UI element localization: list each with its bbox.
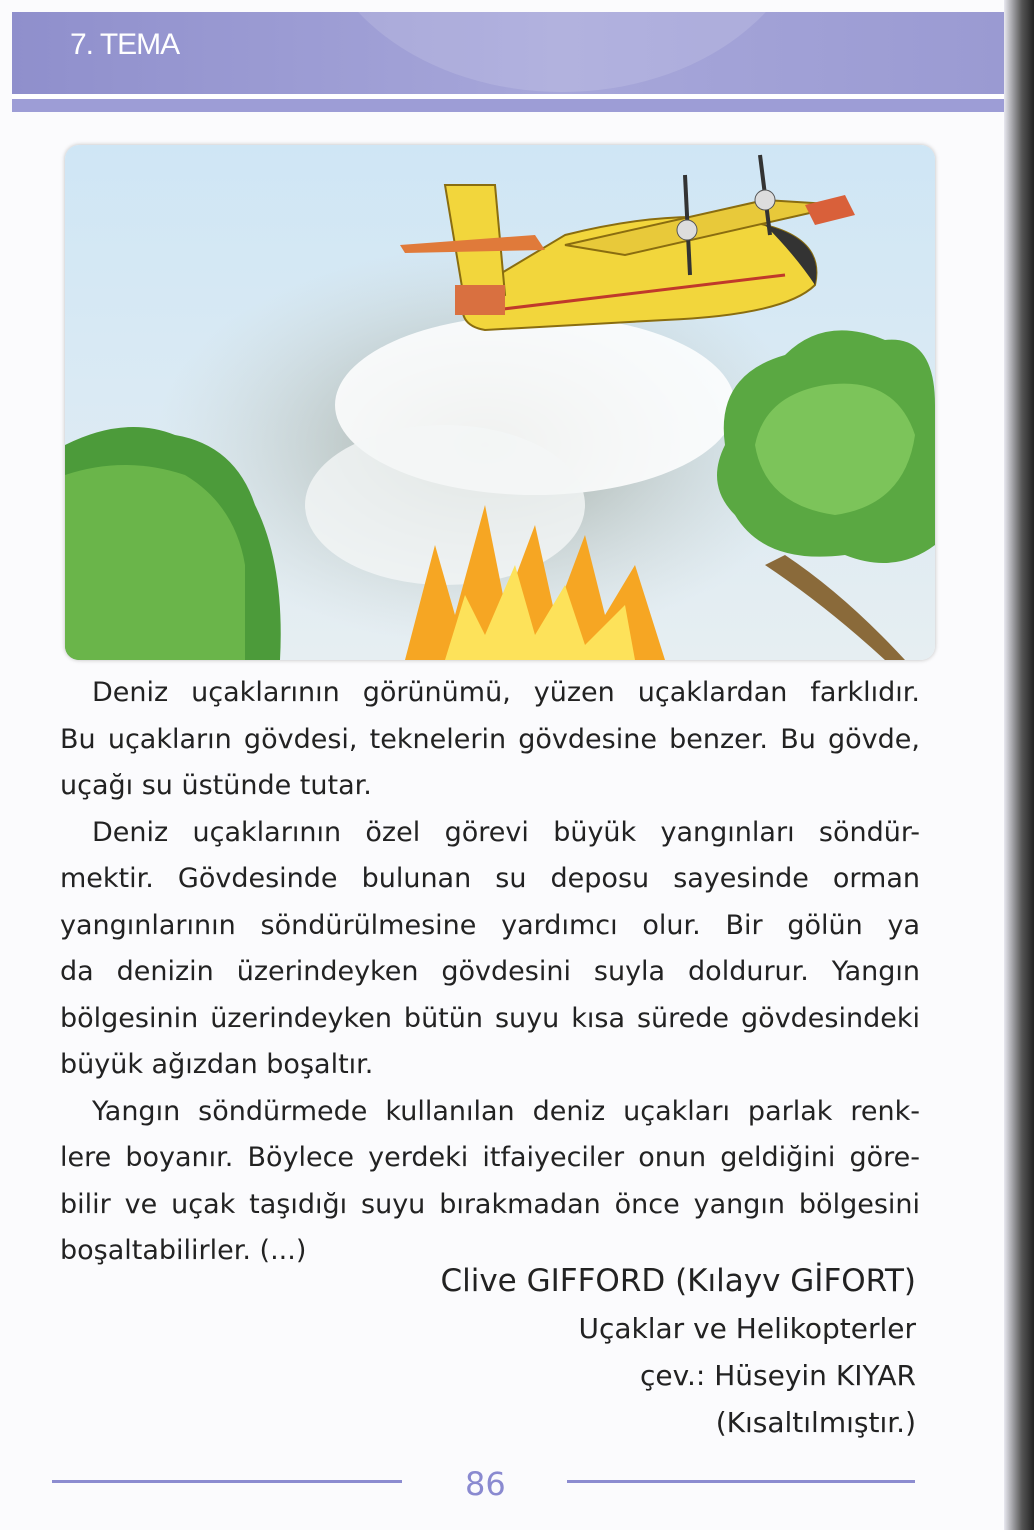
text-line: Bu uçakların gövdesi, teknelerin gövdesine benzer. Bu gövde, [60,723,920,755]
text-line: lere boyanır. Böylece yerdeki itfaiyeciler onun geldiğini göre- [60,1142,920,1173]
text-line: uçağı su üstünde tutar. [60,770,372,801]
source-author: Clive GIFFORD (Kılayv GİFORT) [440,1263,916,1299]
text-line: Deniz uçaklarının görünümü, yüzen uçaklardan farklıdır. [92,677,920,708]
footer-rule-right [567,1480,915,1483]
text-line: Yangın söndürmede kullanılan deniz uçakları parlak renk- [92,1095,920,1127]
text-line: boşaltabilirler. (...) [60,1235,307,1266]
source-translator: çev.: Hüseyin KIYAR [639,1359,916,1392]
page-number: 86 [465,1465,506,1503]
paragraph [60,670,920,810]
text-line: bölgesinin üzerindeyken bütün suyu kısa sürede gövdesindeki [60,1002,920,1034]
header-decoration [312,12,812,92]
text-line: mektir. Gövdesinde bulunan su deposu sayesinde orman [60,863,920,894]
text-line: Deniz uçaklarının özel görevi büyük yangınları söndür- [92,816,920,848]
paragraph [60,810,920,1089]
text-line: da denizin üzerindeyken gövdesini suyla doldurur. Yangın [60,956,920,987]
book-spine [1004,0,1034,1530]
source-book: Uçaklar ve Helikopterler [578,1312,916,1345]
source-citation [440,1258,916,1446]
header-stripe [12,99,1007,112]
paragraph [60,1089,920,1275]
article-body [60,670,920,1275]
text-line: büyük ağızdan boşaltır. [60,1049,374,1080]
source-note: (Kısaltılmıştır.) [715,1406,916,1439]
footer-rule-left [52,1480,402,1483]
text-line: bilir ve uçak taşıdığı suyu bırakmadan önce yangın bölgesini [60,1188,920,1220]
text-line: yangınlarının söndürülmesine yardımcı olur. Bir gölün ya [60,909,920,941]
theme-title: 7. TEMA [70,28,180,61]
theme-header [12,12,1007,94]
seaplane-illustration [65,145,935,660]
